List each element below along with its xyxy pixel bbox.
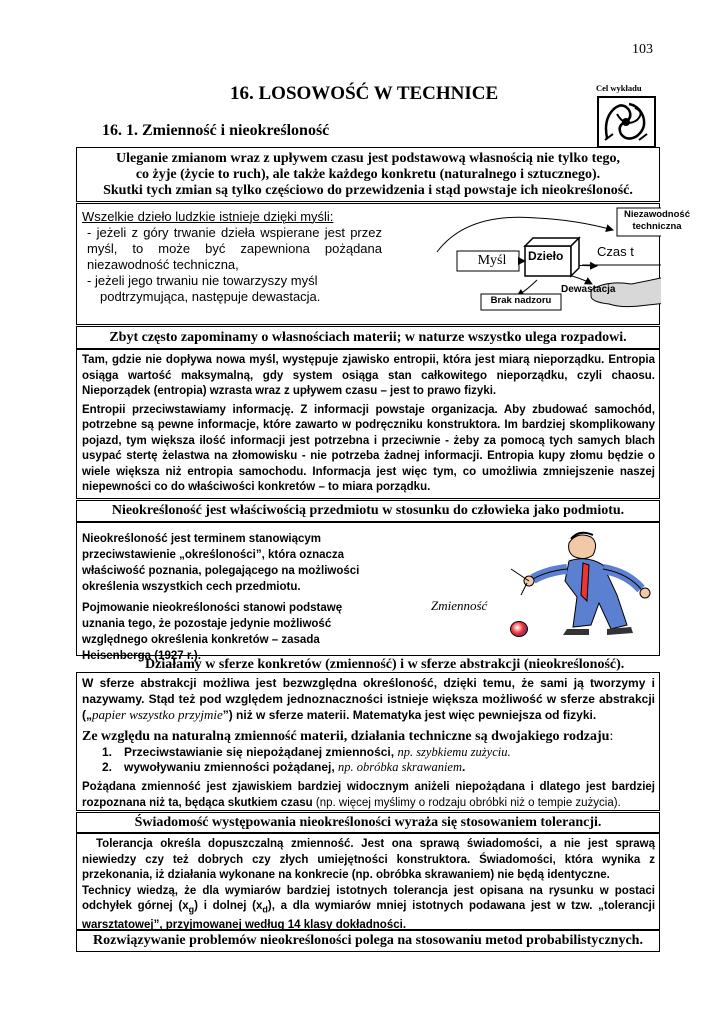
list-example: np. obróbka skrawaniem (338, 760, 462, 774)
variability-label: Zmienność (431, 598, 488, 613)
technical-actions-heading (82, 729, 655, 745)
man-with-ball-illustration (507, 525, 657, 645)
abstraction-text-a: W sferze abstrakcji możliwa jest bezwzględna określoność, dzięki temu, że sami ją tworzymy i nazywamy. Stąd też pod względem jednoznaczności istnieje większa możliwość w sferze abstrakcji („ (82, 676, 655, 722)
desired-variability-text-a: Pożądana zmienność jest zjawiskiem bardziej widocznym aniżeli niepożądana i dlatego jest bardziej rozpoznana niż ta, będąca skutkiem czasu (82, 781, 655, 809)
list-item (102, 760, 655, 775)
desired-variability-text-b: (np. więcej myślimy o rodzaju obróbki niż o tempie zużycia). (312, 796, 621, 809)
section-title: 16. 1. Zmienność i nieokreśloność (102, 122, 330, 139)
aim-icon (597, 96, 656, 148)
spheres-box (76, 672, 660, 811)
uncertainty-box (76, 522, 660, 662)
devastation-label: Dewastacja (561, 284, 616, 295)
tolerance-text-a: Technicy wiedzą, że dla wymiarów bardziej istotnych tolerancja jest opisana na rysunku w postaci odchyłek górnej (x (82, 884, 655, 913)
reliability-label-2: techniczna (632, 221, 682, 232)
ball-icon (510, 621, 528, 637)
abstraction-quote: papier wszystko przyjmie (92, 707, 223, 722)
abstraction-paragraph (82, 675, 655, 723)
desired-variability-paragraph (82, 780, 655, 811)
uncertainty-paragraph-2: Pojmowanie nieokreśloności stanowi podstawę uznania tego, że pozostaje jedynie możliwość względnego określenia konkretów – zasada Heisenberga (1927 r.). (82, 602, 343, 662)
entropy-paragraph-2: Entropii przeciwstawiamy informację. Z informacji powstaje organizacja. Aby zbudować samochód, potrzebne są pewne informacje, które zawarto w podręczniku konstruktora. Im bardziej skomplikowany pojazd, tym większa ilość informacji jest potrzebna i przeciwnie - żeby za pomocą tych samych blach usypać stertę żelastwa na złomowisku - nie potrzeba żadnej informacji. Entropia kupy złomu będzie o wiele większa niż entropia samochodu. Informacja jest więc tym, co umożliwia zmniejszenie naszej niepewności co do właściwości konkretów – to miara porządku. (82, 403, 655, 493)
list-text: wywoływaniu zmienności pożądanej, (124, 760, 339, 774)
tolerance-text-b: ) i dolnej (x (194, 900, 263, 913)
tolerance-heading-box (76, 812, 660, 833)
thought-item-2: - jeżeli jego trwaniu nie towarzyszy myśl (87, 273, 318, 288)
spheres-heading: Działamy w sferze konkretów (zmienność) i w sferze abstrakcji (nieokreśloność). (145, 657, 625, 672)
uncertainty-heading-box (76, 500, 660, 522)
entropy-paragraph-1: Tam, gdzie nie dopływa nowa myśl, występuje zjawisko entropii, która jest miarą nieporządku. Entropia osiąga wartość maksymalną, gdy system osiąga stan całkowitego nieporządku, czyli chaosu. Nieporządek (entropia) wzrasta wraz z upływem czasu – jest to prawo fizyki. (82, 354, 655, 397)
no-supervision-label: Brak nadzoru (490, 295, 552, 306)
reliability-label: Niezawodność (624, 209, 690, 220)
thought-item-1: - jeżeli z góry trwanie dzieła wspierane jest przez myśl, to może być zapewniona pożądana niezawodność techniczna, (87, 225, 382, 272)
probabilistic-box (76, 930, 660, 952)
uncertainty-paragraph-1: Nieokreśloność jest terminem stanowiącym przeciwstawienie „określoności”, która oznacza właściwość poznania, polegającego na możliwości określenia wszystkich cech przedmiotu. (82, 533, 360, 593)
list-end: . (462, 760, 466, 774)
tolerance-text-c: ), a dla wymiarów mniej istotnych podawana jest w tzw. „tolerancji warsztatowej”, przyjmowanej według 14 klasy dokładności. (82, 900, 656, 932)
probabilistic-heading: Rozwiązywanie problemów nieokreśloności polega na stosowaniu metod probabilistycznych. (93, 933, 643, 948)
list-example: np. szybkiemu zużyciu. (397, 745, 511, 759)
thought-label: Myśl (477, 253, 507, 268)
chapter-title: 16. LOSOWOŚĆ W TECHNICE (230, 83, 499, 104)
aim-label: Cel wykładu (596, 83, 642, 93)
tolerance-sub-g: g (188, 904, 195, 915)
page-number: 103 (632, 42, 653, 57)
intro-line: Uleganie zmianom wraz z upływem czasu jest podstawową własnością nie tylko tego, (116, 151, 620, 166)
intro-line: Skutki tych zmian są tylko częściowo do przewidzenia i stąd powstaje ich nieokreśloność. (103, 183, 633, 198)
intro-line: co żyje (życie to ruch), ale także każdego konkretu (naturalnego i sztucznego). (135, 167, 601, 182)
list-number: 1. (102, 745, 113, 759)
time-label: Czas t (597, 244, 634, 259)
list-text: Przeciwstawianie się niepożądanej zmienności, (124, 745, 398, 759)
thought-item-2b: podtrzymująca, następuje dewastacja. (100, 289, 321, 304)
thought-box (76, 203, 690, 325)
technical-actions-colon: : (609, 729, 614, 744)
list-item (102, 745, 655, 760)
tolerance-paragraph-1: Tolerancja określa dopuszczalną zmienność. Jest ona sprawą świadomości, a nie jest sprawą niewiedzy czy też dobrych czy złych umiejętności konstruktora. Świadomości, która wynika z przekonania, iż działania wykonane na konkrecie (np. obróbka skrawaniem) nie będą identyczne. (82, 838, 655, 882)
list-number: 2. (102, 760, 113, 774)
intro-box (76, 147, 660, 202)
thought-heading: Wszelkie dzieło ludzkie istnieje dzięki myśli: (82, 209, 334, 224)
abstraction-text-b: ”) niż w sferze materii. Matematyka jest więc pewniejsza od fizyki. (222, 708, 597, 722)
tolerance-paragraph-2 (82, 884, 655, 934)
tolerance-box (76, 833, 660, 930)
tolerance-sub-d: d (262, 904, 268, 915)
matter-heading: Zbyt często zapominamy o własnościach materii; w naturze wszystko ulega rozpadowi. (109, 330, 627, 345)
entropy-box (76, 349, 660, 499)
technical-actions-heading-text: Ze względu na naturalną zmienność materii, działania techniczne są dwojakiego rodzaju (82, 729, 610, 744)
uncertainty-heading: Nieokreśloność jest właściwością przedmiotu w stosunku do człowieka jako podmiotu. (111, 503, 625, 518)
work-label: Dzieło (528, 249, 564, 263)
tolerance-heading: Świadomość występowania nieokreśloności wyraża się stosowaniem tolerancji. (134, 815, 602, 830)
matter-heading-box (76, 326, 660, 349)
